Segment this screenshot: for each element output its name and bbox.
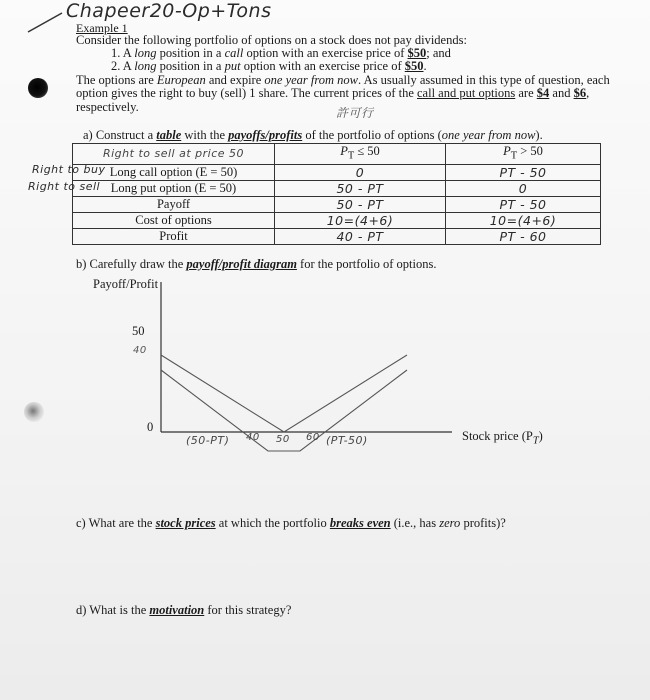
table-row-label: Cost of options <box>73 212 275 228</box>
table-header-cell: Right to sell at price 50 <box>73 144 275 165</box>
table-cell: 10=(4+6) <box>275 212 446 228</box>
handwritten-note: 許可行 <box>336 106 374 120</box>
side-note-right-to-sell: Right to sell <box>28 180 101 193</box>
part-c-question: c) What are the stock prices at which the portfolio breaks even (i.e., has zero profits)? <box>76 516 506 530</box>
table-row-label: Long call option (E = 50) <box>73 164 275 180</box>
table-cell: 40 - PT <box>275 228 446 244</box>
options-paragraph-line-1: The options are European and expire one year from now. As usually assumed in this type of question, each <box>76 73 610 87</box>
table-cell: PT - 60 <box>446 228 601 244</box>
options-paragraph-line-2: option gives the right to buy (sell) 1 share. The current prices of the call and put options are $4 and $6, <box>76 86 590 100</box>
table-header-cell: $P_T > 50$ <box>446 144 601 165</box>
y-tick-0: 0 <box>147 420 154 434</box>
part-b-question: b) Carefully draw the payoff/profit diagram for the portfolio of options. <box>76 257 437 271</box>
table-row-label: Profit <box>73 228 275 244</box>
table-cell: 0 <box>446 180 601 196</box>
payoff-line <box>161 355 407 432</box>
x-hand-label-40: 40 <box>246 432 260 443</box>
table-cell: PT - 50 <box>446 164 601 180</box>
table-cell: 50 - PT <box>275 196 446 212</box>
portfolio-item-1: 1. A long position in a call option with an exercise price of $50; and <box>111 46 451 60</box>
x-hand-label-right: (PT-50) <box>326 434 368 447</box>
x-axis-label: Stock price $(P_T)$ <box>462 429 543 447</box>
table-cell: 50 - PT <box>275 180 446 196</box>
x-hand-label-50: 50 <box>276 434 290 445</box>
options-paragraph-line-3: respectively. <box>76 100 139 114</box>
table-header-cell: $P_T \le 50$ <box>275 144 446 165</box>
part-a-question: a) Construct a table with the payoffs/profits of the portfolio of options (one year from now). <box>83 128 543 142</box>
portfolio-item-2: 2. A long position in a put option with an exercise price of $50. <box>111 59 427 73</box>
table-row-label: Long put option (E = 50) <box>73 180 275 196</box>
table-cell: 10=(4+6) <box>446 212 601 228</box>
table-row-label: Payoff <box>73 196 275 212</box>
y-axis-label: Payoff/Profit <box>93 277 159 291</box>
y-tick-50: 50 <box>132 324 145 338</box>
side-note-right-to-buy: Right to buy <box>32 163 106 176</box>
table-cell: 0 <box>275 164 446 180</box>
y-tick-40: 40 <box>133 345 147 356</box>
table-cell: PT - 50 <box>446 196 601 212</box>
example-intro: Consider the following portfolio of options on a stock does not pay dividends: <box>76 33 467 47</box>
example-label: Example 1 <box>76 21 128 35</box>
handwritten-chapter-title: Chapeer20-Op+Tons <box>66 0 272 22</box>
x-hand-label-left: (50-PT) <box>186 434 230 447</box>
part-d-question: d) What is the motivation for this strategy? <box>76 603 292 617</box>
x-hand-label-60: 60 <box>306 432 320 443</box>
